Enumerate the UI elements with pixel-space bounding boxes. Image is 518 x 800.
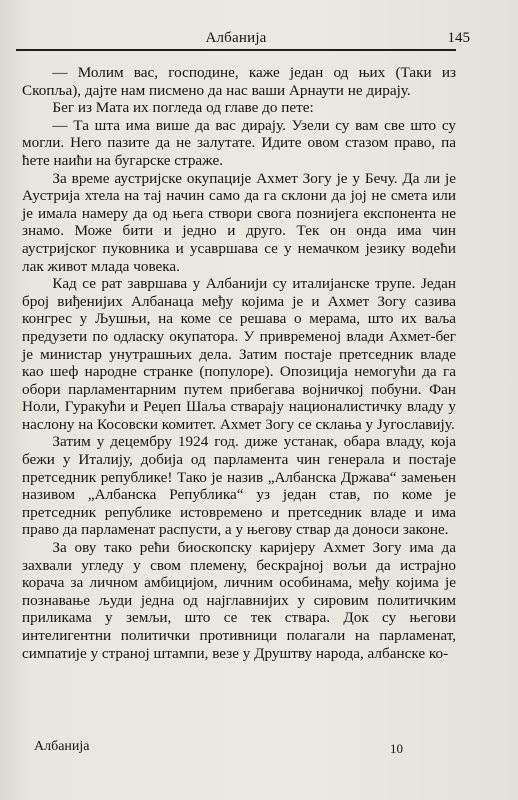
page-number: 145 [447,30,470,46]
running-title: Албанија [205,30,267,46]
page-header [16,30,470,50]
body-text [22,64,456,662]
paragraph: — Молим вас, господине, каже један од њих (Таки из Скопља), дајте нам писмено да нас ваши Арнаути не дирају. [22,64,456,99]
header-rule [16,49,456,51]
paragraph: — Та шта има више да вас дирају. Узели су вам све што су могли. Него пазите да не залутате. Идите овом стазом право, па ћете наићи на бугарске страже. [22,116,456,169]
paragraph: Затим у децембру 1924 год. диже устанак, обара владу, која бежи у Италију, добија од парламента чин генерала и постаје претседник републике! Тако је назив „Албанска Држава“ замењен називом „Албанска Република“ уз један став, по коме је претседник републике истовремено и претседник владе и има право да парламенат распусти, а у његову ствар да доноси законе. [22,433,456,539]
footer-sheet-number: 10 [390,741,403,756]
paragraph: За ову тако рећи биоскопску каријеру Ахмет Зогу има да захвали угледу у свом племену, бескрајној вољи да истрајно корача за личном амбицијом, личним особинама, међу којима је познавање људи једна од најглавнијих у сировим политичким приликама у земљи, што се тек ствара. Док су његови интелигентни политички противници полагали на парламенат, симпатије у страној штампи, везе у Друштву народа, албанске ко- [22,539,456,662]
paragraph: Кад се рат завршава у Албанији су италијанске трупе. Један број виђенијих Албанаца међу којима је и Ахмет Зогу сазива конгрес у Љушњи, на коме се решава о мерама, што их ваља предузети по одласку окупатора. У привременој влади Ахмет-бег је министар унутрашњих дела. Затим постаје претседник владе као шеф народне странке (популоре). Опозиција немогући да га обори парламентарним путем прибегава војничкој побуни. Фан Ноли, Гуракући и Реџеп Шаља стварају националистичку владу у наслону на Косовски комитет. Ахмет Зогу се склања у Југославију. [22,275,456,433]
footer-signature: Албанија [34,739,90,754]
paragraph: Бег из Мата их погледа од главе до пете: [52,99,314,117]
paragraph: За време аустријске окупације Ахмет Зогу је у Бечу. Да ли је Аустрија хтела на тај начин само да га склони да јој не смета или је имала намеру да од њега створи свога познијега експонента не знамо. Може бити и једно и друго. Тек он онда има чин аустријског пуковника и усавршава се у немачком језику водећи лак живот млада човека. [22,169,456,275]
